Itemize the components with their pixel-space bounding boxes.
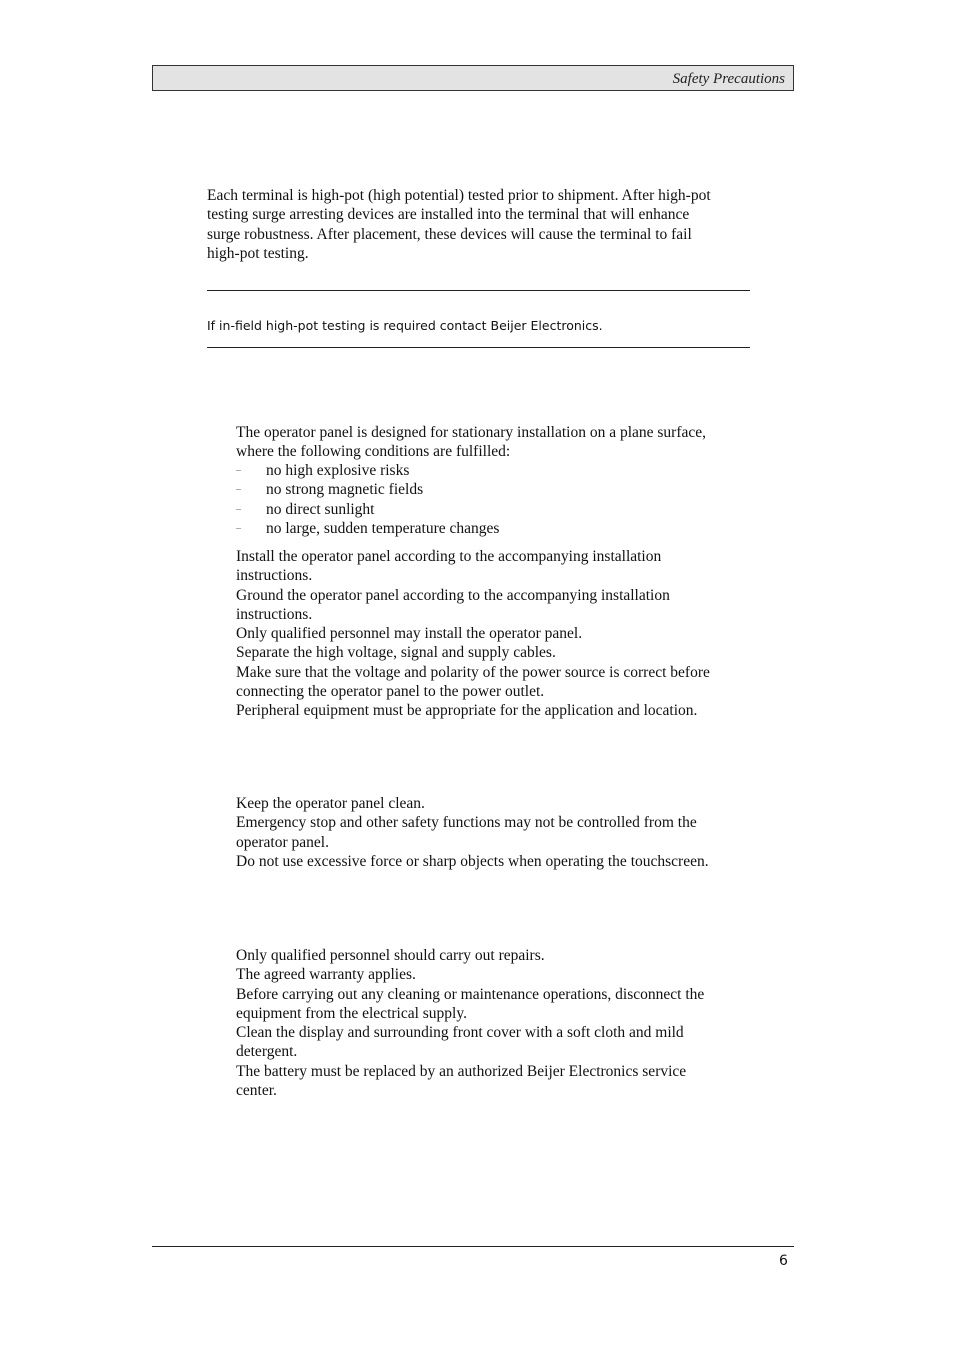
instruction-line: Ground the operator panel according to the accompanying installation: [236, 586, 670, 604]
operation-line: Emergency stop and other safety functions may not be controlled from the: [236, 814, 697, 832]
installation-intro-line: where the following conditions are fulfilled:: [236, 443, 511, 461]
note-bottom-rule: [207, 347, 750, 348]
header-title: Safety Precautions: [672, 71, 785, 87]
operation-section: [236, 794, 746, 871]
list-item: – no strong magnetic fields: [236, 481, 424, 499]
intro-line: high-pot testing.: [207, 244, 309, 262]
instruction-line: Only qualified personnel may install the operator panel.: [236, 625, 583, 643]
service-line: Only qualified personnel should carry out repairs.: [236, 947, 545, 964]
instruction-line: connecting the operator panel to the power outlet.: [236, 683, 545, 701]
page-number: 6: [779, 1253, 788, 1269]
service-line: detergent.: [236, 1043, 298, 1061]
dash-bullet-icon: –: [236, 465, 241, 476]
instruction-line: Peripheral equipment must be appropriate for the application and location.: [236, 702, 698, 720]
instruction-line: Separate the high voltage, signal and supply cables.: [236, 644, 556, 662]
instruction-line: Make sure that the voltage and polarity of the power source is correct before: [236, 663, 710, 681]
intro-paragraph: [207, 186, 752, 263]
operation-line: Keep the operator panel clean.: [236, 795, 425, 812]
intro-line: Each terminal is high-pot (high potential) tested prior to shipment. After high-pot: [207, 187, 711, 204]
footer-rule: [152, 1246, 794, 1247]
service-section: [236, 946, 746, 1100]
instruction-line: instructions.: [236, 605, 313, 623]
service-line: equipment from the electrical supply.: [236, 1004, 467, 1022]
conditions-list: [236, 461, 499, 538]
installation-intro: [236, 423, 746, 462]
dash-bullet-icon: –: [236, 484, 241, 496]
list-item: – no large, sudden temperature changes: [236, 519, 500, 537]
instruction-line: instructions.: [236, 567, 313, 585]
service-line: Clean the display and surrounding front cover with a soft cloth and mild: [236, 1024, 684, 1042]
service-line: center.: [236, 1082, 277, 1100]
installation-intro-line: The operator panel is designed for stationary installation on a plane surface,: [236, 424, 707, 441]
note-top-rule: [207, 290, 750, 291]
operation-line: Do not use excessive force or sharp objects when operating the touchscreen.: [236, 852, 709, 870]
service-line: The agreed warranty applies.: [236, 966, 416, 984]
intro-line: surge robustness. After placement, these devices will cause the terminal to fail: [207, 225, 692, 243]
service-line: The battery must be replaced by an authorized Beijer Electronics service: [236, 1062, 687, 1080]
list-item: – no direct sunlight: [236, 500, 375, 518]
instruction-line: Install the operator panel according to the accompanying installation: [236, 548, 662, 565]
dash-bullet-icon: –: [236, 522, 241, 534]
dash-bullet-icon: –: [236, 503, 241, 515]
list-item: – no high explosive risks: [236, 462, 410, 479]
page-header: [152, 65, 794, 91]
note-text: If in-field high-pot testing is required contact Beijer Electronics.: [207, 318, 603, 333]
intro-line: testing surge arresting devices are installed into the terminal that will enhance: [207, 206, 690, 224]
service-line: Before carrying out any cleaning or maintenance operations, disconnect the: [236, 985, 705, 1003]
installation-instructions: [236, 547, 746, 721]
operation-line: operator panel.: [236, 833, 329, 851]
